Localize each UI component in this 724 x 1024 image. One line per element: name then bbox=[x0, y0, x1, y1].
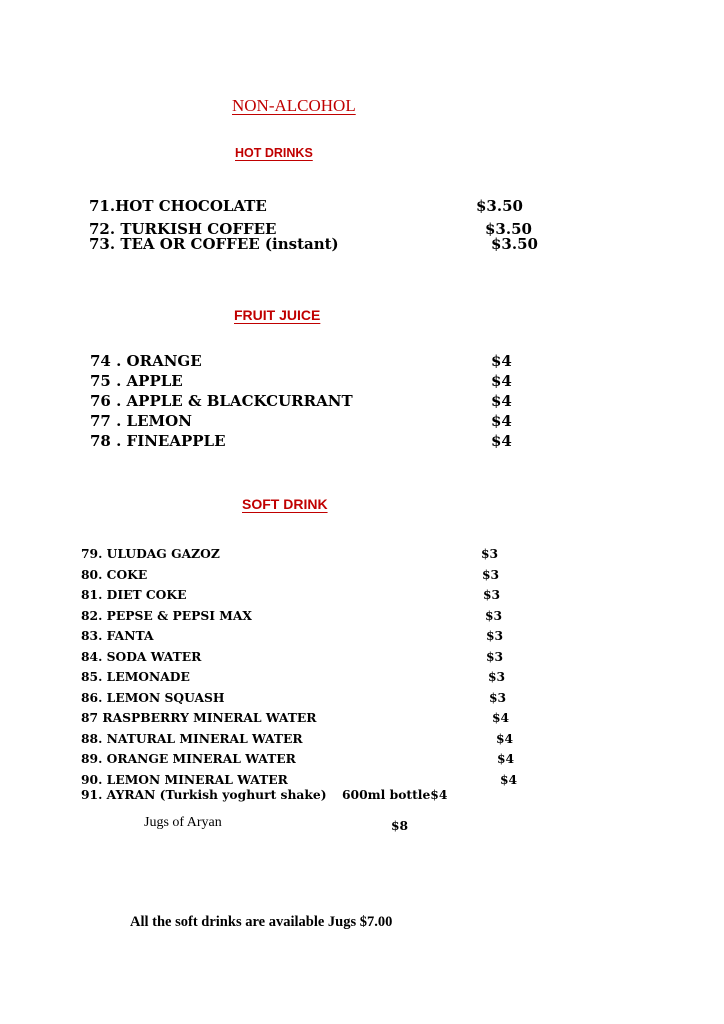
section-heading-soft-drink: SOFT DRINK bbox=[242, 496, 328, 512]
menu-item-price: $3 bbox=[482, 567, 500, 582]
menu-item-price: $4 bbox=[500, 772, 518, 787]
menu-item-name: 86. LEMON SQUASH bbox=[81, 690, 225, 705]
menu-item-price: $4 bbox=[491, 432, 512, 450]
menu-item-price: $3 bbox=[483, 587, 501, 602]
menu-item-price: $4 bbox=[491, 392, 512, 410]
menu-item-name: 85. LEMONADE bbox=[81, 669, 190, 684]
section-heading-fruit-juice: FRUIT JUICE bbox=[234, 307, 321, 323]
menu-item-name: 75 . APPLE bbox=[90, 372, 183, 390]
menu-item-name: 83. FANTA bbox=[81, 628, 154, 643]
footer-note: All the soft drinks are available Jugs $7.00 bbox=[130, 914, 393, 930]
menu-item-name: 77 . LEMON bbox=[90, 412, 192, 430]
menu-item-name: 84. SODA WATER bbox=[81, 649, 202, 664]
menu-item-price: $3 bbox=[486, 628, 504, 643]
menu-item-name: Jugs of Aryan bbox=[144, 815, 222, 830]
menu-item-price: $4 bbox=[491, 412, 512, 430]
menu-item-price: $8 bbox=[391, 818, 409, 833]
menu-item-name: 87 RASPBERRY MINERAL WATER bbox=[81, 710, 317, 725]
menu-item-price: $3 bbox=[485, 608, 503, 623]
menu-item-name: 82. PEPSE & PEPSI MAX bbox=[81, 608, 252, 623]
menu-item-name: 74 . ORANGE bbox=[90, 352, 202, 370]
menu-item-price: 600ml bottle$4 bbox=[342, 787, 448, 802]
menu-item-price: $4 bbox=[497, 751, 515, 766]
menu-item-name: 81. DIET COKE bbox=[81, 587, 187, 602]
menu-item-price: $4 bbox=[491, 352, 512, 370]
menu-item-name: 80. COKE bbox=[81, 567, 148, 582]
menu-item-name: 90. LEMON MINERAL WATER bbox=[81, 772, 288, 787]
menu-item-price: $4 bbox=[491, 372, 512, 390]
menu-item-name: 72. TURKISH COFFEE bbox=[89, 220, 277, 238]
menu-item-name: 88. NATURAL MINERAL WATER bbox=[81, 731, 303, 746]
menu-item-price: $4 bbox=[492, 710, 510, 725]
menu-item-price: $3 bbox=[489, 690, 507, 705]
menu-item-name: 71.HOT CHOCOLATE bbox=[89, 197, 267, 215]
menu-item-name: 78 . FINEAPPLE bbox=[90, 432, 226, 450]
menu-item-name: 89. ORANGE MINERAL WATER bbox=[81, 751, 296, 766]
menu-item-name: 76 . APPLE & BLACKCURRANT bbox=[90, 392, 353, 410]
menu-item-name: 73. TEA OR COFFEE (instant) bbox=[89, 235, 339, 253]
menu-item-price: $3 bbox=[486, 649, 504, 664]
menu-item-price: $3 bbox=[488, 669, 506, 684]
section-heading-hot-drinks: HOT DRINKS bbox=[235, 146, 313, 160]
menu-item-price: $3.50 bbox=[485, 220, 532, 238]
menu-item-price: $4 bbox=[496, 731, 514, 746]
menu-item-price: $3 bbox=[481, 546, 499, 561]
page-title: NON-ALCOHOL bbox=[232, 96, 356, 115]
menu-item-price: $3.50 bbox=[476, 197, 523, 215]
menu-item-price: $3.50 bbox=[491, 235, 538, 253]
menu-item-name: 91. AYRAN (Turkish yoghurt shake) bbox=[81, 787, 327, 802]
menu-item-name: 79. ULUDAG GAZOZ bbox=[81, 546, 220, 561]
